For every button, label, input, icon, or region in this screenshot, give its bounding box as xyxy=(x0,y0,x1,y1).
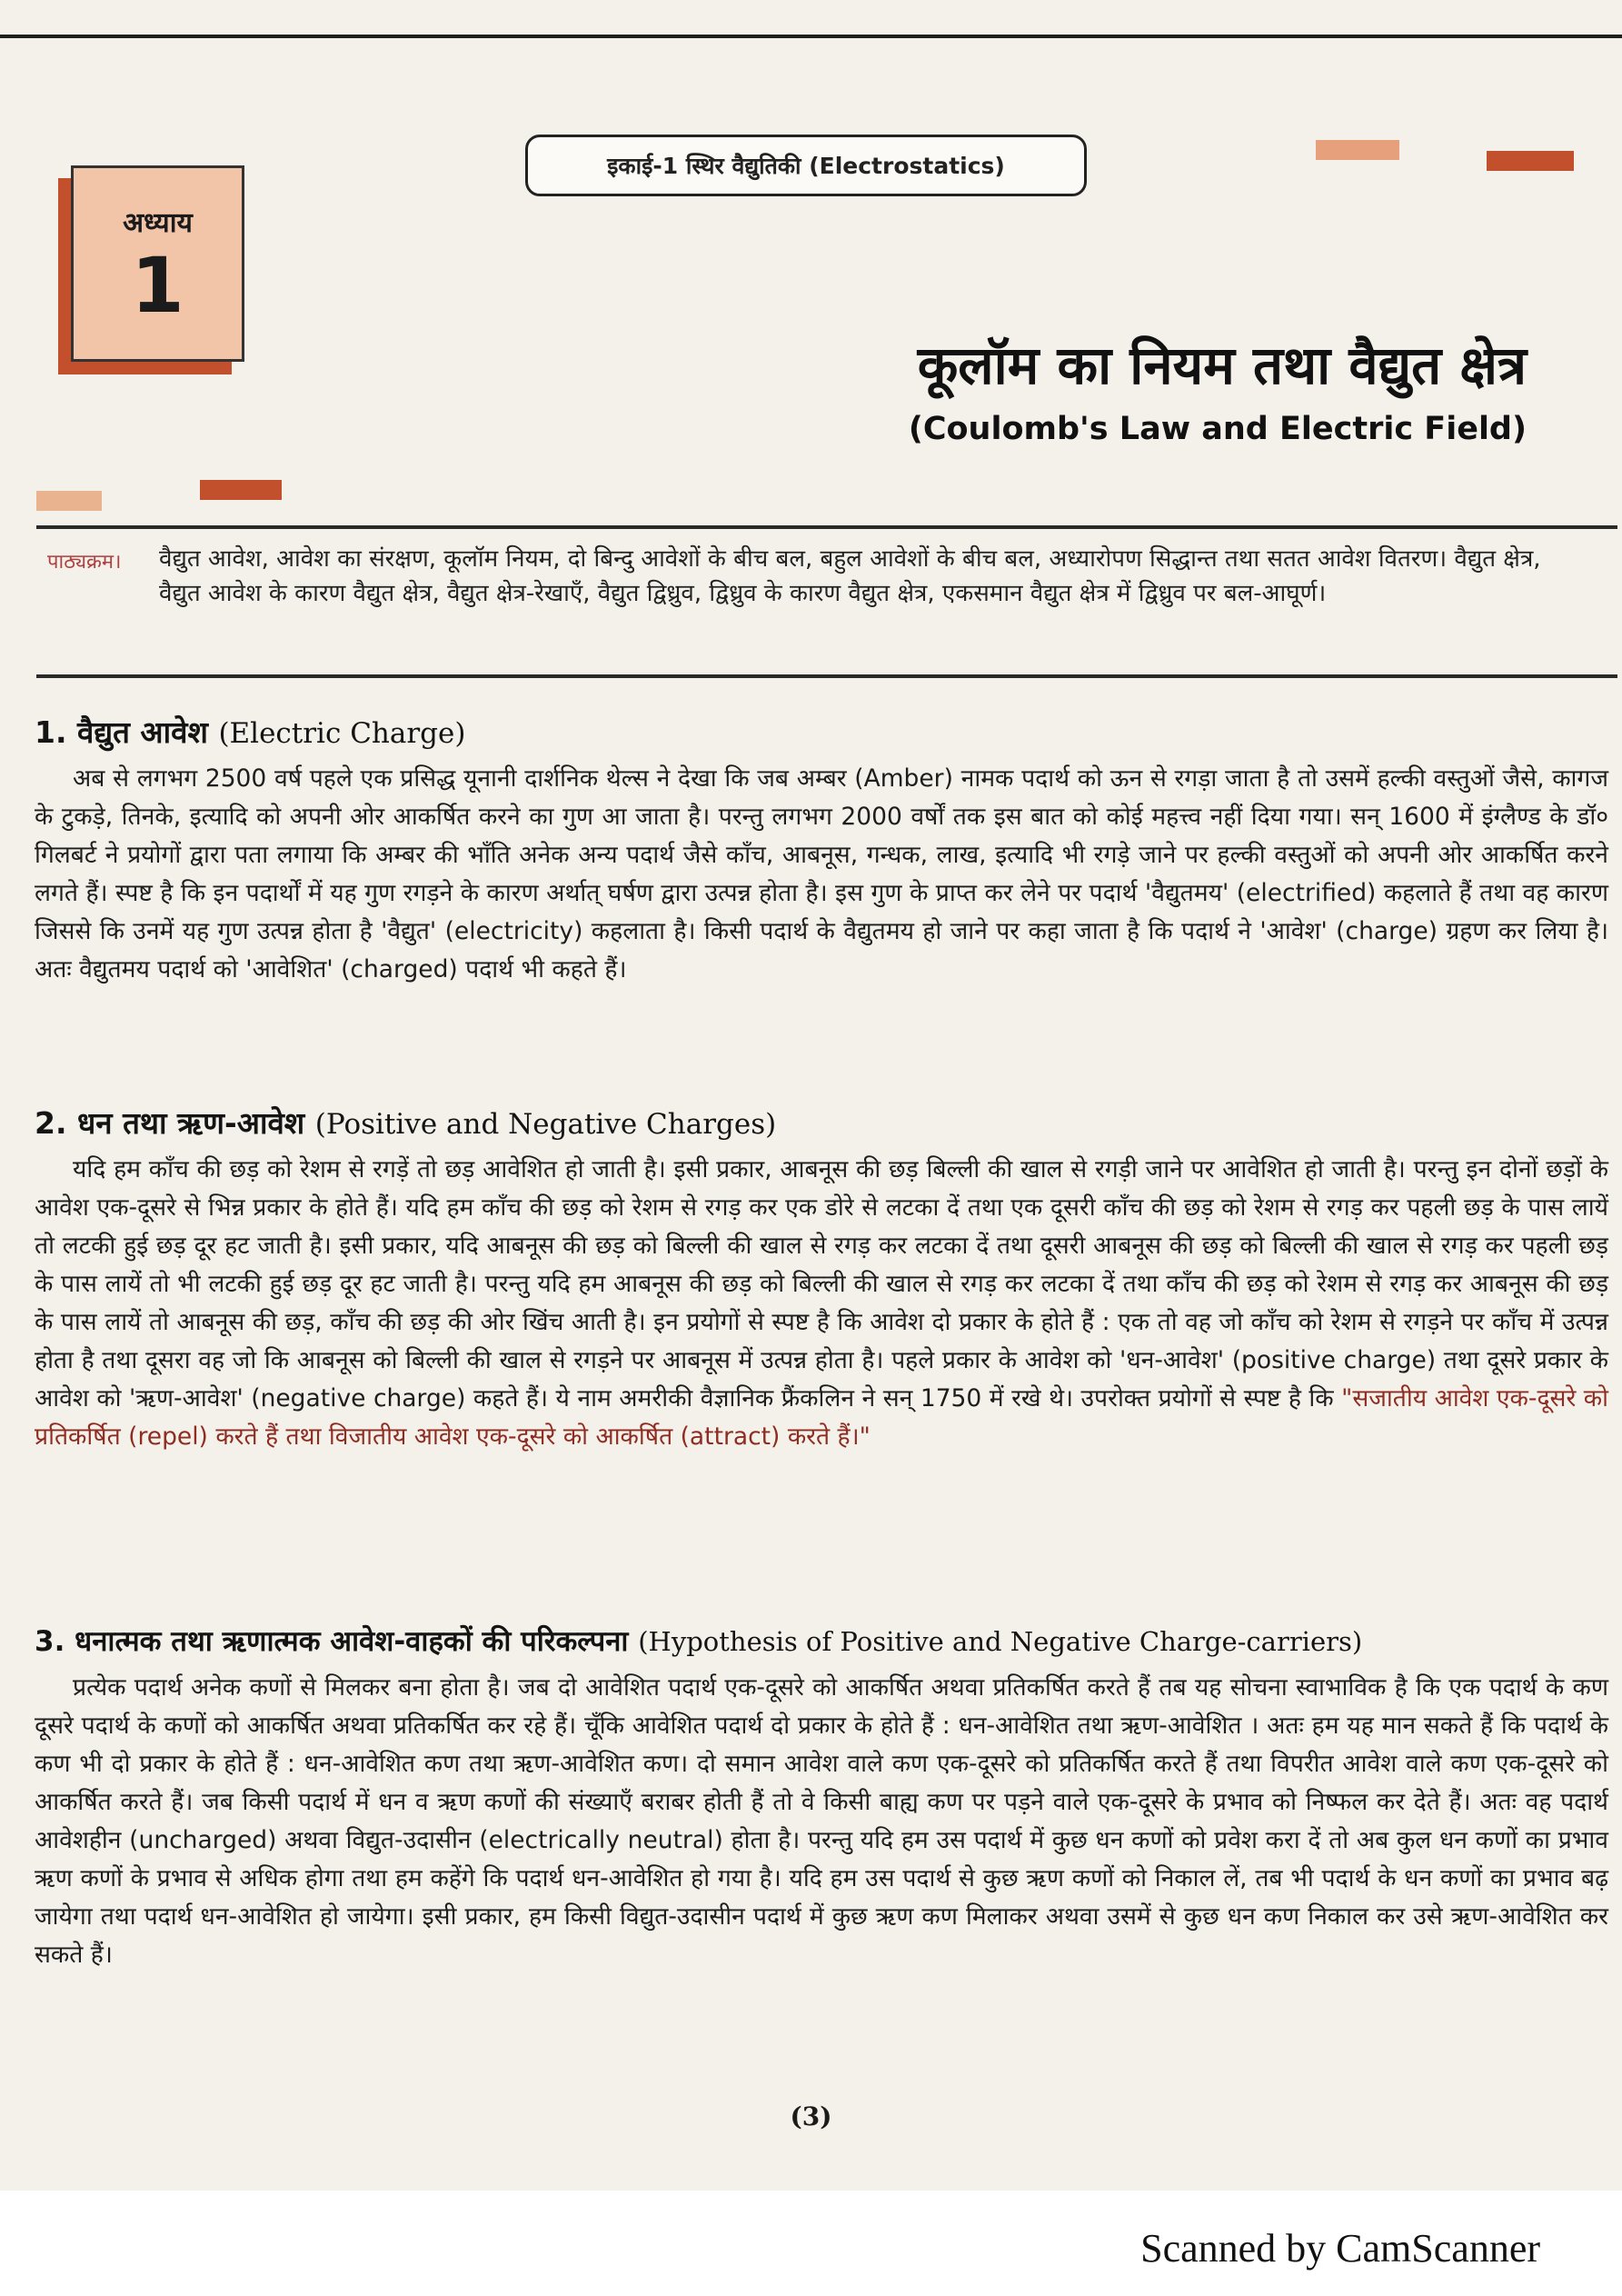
section-heading-english: (Hypothesis of Positive and Negative Charge-carriers) xyxy=(638,1626,1363,1657)
decor-bar xyxy=(200,480,282,500)
section-heading xyxy=(35,711,465,752)
divider xyxy=(36,674,1617,678)
syllabus-text: वैद्युत आवेश, आवेश का संरक्षण, कूलॉम नियम, दो बिन्दु आवेशों के बीच बल, बहुल आवेशों के बीच बल, अध्यारोपण सिद्धान्त तथा सतत आवेश वितरण। वैद्युत क्षेत्र, वैद्युत आवेश के कारण वैद्युत क्षेत्र, वैद्युत क्षेत्र-रेखाएँ, वैद्युत द्विध्रुव, द्विध्रुव के कारण वैद्युत क्षेत्र, एकसमान वैद्युत क्षेत्र में द्विध्रुव पर बल-आघूर्ण। xyxy=(159,545,1541,607)
divider xyxy=(36,525,1617,529)
highlighted-statement: "सजातीय आवेश एक-दूसरे को प्रतिकर्षित (repel) करते हैं तथा विजातीय आवेश एक-दूसरे को आकर्षित (attract) करते हैं।" xyxy=(35,1384,1608,1451)
section-heading-hindi: 3. धनात्मक तथा ऋणात्मक आवेश-वाहकों की परिकल्पना xyxy=(35,1625,629,1658)
section-body: अब से लगभग 2500 वर्ष पहले एक प्रसिद्ध यूनानी दार्शनिक थेल्स ने देखा कि जब अम्बर (Amber) नामक पदार्थ को ऊन से रगड़ा जाता है तो उसमें हल्की वस्तुओं जैसे, कागज के टुकड़े, तिनके, इत्यादि को अपनी ओर आकर्षित करने का गुण आ जाता है। परन्तु लगभग 2000 वर्षों तक इस बात को कोई महत्त्व नहीं दिया गया। सन् 1600 में इंग्लैण्ड के डॉ० गिलबर्ट ने प्रयोगों द्वारा पता लगाया कि अम्बर की भाँति अनेक अन्य पदार्थ जैसे काँच, आबनूस, गन्धक, लाख, इत्यादि भी रगड़े जाने पर हल्की वस्तुओं को अपनी ओर आकर्षित करने लगते हैं। स्पष्ट है कि इन पदार्थों में यह गुण रगड़ने के कारण अर्थात् घर्षण द्वारा उत्पन्न होता है। इस गुण के प्राप्त कर लेने पर पदार्थ 'वैद्युतमय' (electrified) कहलाते हैं तथा वह कारण जिससे कि उनमें यह गुण उत्पन्न होता है 'वैद्युत' (electricity) कहलाता है। किसी पदार्थ के वैद्युतमय हो जाने पर कहा जाता है कि पदार्थ ने 'आवेश' (charge) ग्रहण कर लिया है। अतः वैद्युतमय पदार्थ को 'आवेशित' (charged) पदार्थ भी कहते हैं। xyxy=(35,764,1608,983)
section-heading-hindi: 2. धन तथा ऋण-आवेश xyxy=(35,1105,305,1141)
top-border xyxy=(0,35,1622,38)
decor-bar xyxy=(1316,140,1399,160)
section-body xyxy=(35,1151,1608,1456)
chapter-title-hindi: कूलॉम का नियम तथा वैद्युत क्षेत्र xyxy=(917,334,1527,396)
section-heading-english: (Positive and Negative Charges) xyxy=(314,1108,777,1141)
section-body: प्रत्येक पदार्थ अनेक कणों से मिलकर बना होता है। जब दो आवेशित पदार्थ एक-दूसरे को आकर्षित अथवा प्रतिकर्षित करते हैं तब यह सोचना स्वाभाविक है कि एक पदार्थ के कण दूसरे पदार्थ के कणों को आकर्षित अथवा प्रतिकर्षित कर रहे हैं। चूँकि आवेशित पदार्थ दो प्रकार के होते हैं : धन-आवेशित तथा ऋण-आवेशित । अतः हम यह मान सकते हैं कि पदार्थ के कण भी दो प्रकार के होते हैं : धन-आवेशित कण तथा ऋण-आवेशित कण। दो समान आवेश वाले कण एक-दूसरे को प्रतिकर्षित करते हैं तथा विपरीत आवेश वाले कण एक-दूसरे को आकर्षित करते हैं। जब किसी पदार्थ में धन व ऋण कणों की संख्याएँ बराबर होती हैं तो वे किसी बाह्य कण पर पड़ने वाले एक-दूसरे के प्रभाव को निष्फल कर देते हैं। अतः वह पदार्थ आवेशहीन (uncharged) अथवा विद्युत-उदासीन (electrically neutral) होता है। परन्तु यदि हम उस पदार्थ में कुछ धन कणों को प्रवेश करा दें तो अब कुल धन कणों का प्रभाव ऋण कणों के प्रभाव से अधिक होगा तथा हम कहेंगे कि पदार्थ धन-आवेशित हो गया है। यदि हम उस पदार्थ से कुछ ऋण कणों को निकाल लें, तब भी पदार्थ के धन कणों का प्रभाव बढ़ जायेगा तथा पदार्थ धन-आवेशित हो जायेगा। इसी प्रकार, हम किसी विद्युत-उदासीन पदार्थ में कुछ ऋण कण मिलाकर अथवा उसमें से कुछ धन कण निकाल कर उसे ऋण-आवेशित कर सकते हैं। xyxy=(35,1673,1609,1969)
section-heading-hindi: 1. वैद्युत आवेश xyxy=(35,714,208,750)
section-heading-english: (Electric Charge) xyxy=(218,717,466,750)
syllabus-label: पाठ्यक्रम। xyxy=(47,551,122,574)
chapter-number: 1 xyxy=(131,241,184,330)
decor-bar xyxy=(36,491,102,511)
section-heading xyxy=(35,1622,1362,1660)
page-number: (3) xyxy=(790,2101,832,2131)
chapter-title-english: (Coulomb's Law and Electric Field) xyxy=(908,411,1527,447)
decor-bar xyxy=(1487,151,1574,171)
section-body-text: यदि हम काँच की छड़ को रेशम से रगड़ें तो छड़ आवेशित हो जाती है। इसी प्रकार, आबनूस की छड़ बिल्ली की खाल से रगड़ी जाने पर आवेशित हो जाती है। परन्तु इन दोनों छड़ों के आवेश एक-दूसरे से भिन्न प्रकार के होते हैं। यदि हम काँच की छड़ को रेशम से रगड़ कर एक डोरे से लटका दें तथा एक दूसरी काँच की छड़ को रेशम से रगड़ कर पहली छड़ के पास लायें तो लटकी हुई छड़ दूर हट जाती है। इसी प्रकार, यदि आबनूस की छड़ को बिल्ली की खाल से रगड़ कर लटका दें तथा दूसरी आबनूस की छड़ को बिल्ली की खाल से रगड़ कर पहली छड़ के पास लायें तो भी लटकी हुई छड़ दूर हट जाती है। परन्तु यदि हम आबनूस की छड़ को बिल्ली की खाल से रगड़ कर लटका दें तथा काँच की छड़ को रेशम से रगड़ कर आबनूस की छड़ के पास लायें तो आबनूस की छड़, काँच की छड़ की ओर खिंच आती है। इन प्रयोगों से स्पष्ट है कि आवेश दो प्रकार के होते हैं : एक तो वह जो काँच को रेशम से रगड़ने पर काँच में उत्पन्न होता है तथा दूसरा वह जो कि आबनूस को बिल्ली की खाल से रगड़ने पर आबनूस में उत्पन्न होता है। पहले प्रकार के आवेश को 'धन-आवेश' (positive charge) तथा दूसरे प्रकार के आवेश को 'ऋण-आवेश' (negative charge) कहते हैं। ये नाम अमरीकी वैज्ञानिक फ्रैंकलिन ने सन् 1750 में रखे थे। उपरोक्त प्रयोगों से स्पष्ट है कि xyxy=(35,1155,1608,1413)
chapter-badge xyxy=(71,165,244,362)
chapter-label: अध्याय xyxy=(123,207,193,239)
section-heading xyxy=(35,1102,776,1143)
unit-label: इकाई-1 स्थिर वैद्युतिकी (Electrostatics) xyxy=(525,135,1087,196)
scanner-watermark: Scanned by CamScanner xyxy=(1140,2226,1540,2271)
